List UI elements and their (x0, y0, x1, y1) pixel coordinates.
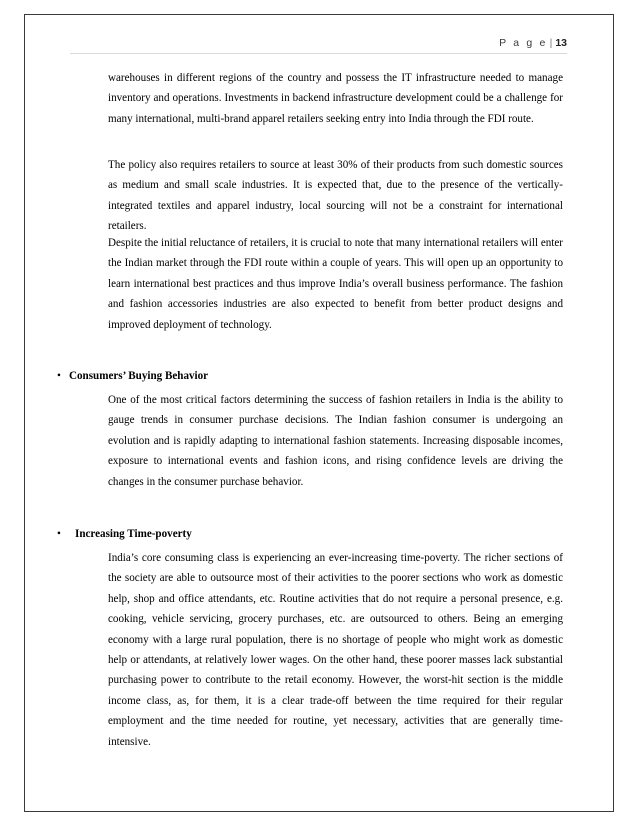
section-heading-time-poverty: Increasing Time-poverty (75, 528, 192, 540)
page-label: P a g e (499, 37, 548, 49)
page-header (70, 37, 567, 54)
page-number: 13 (555, 37, 567, 49)
bullet-icon: • (57, 528, 61, 540)
paragraph-warehouses: warehouses in different regions of the country and possess the IT infrastructure needed to manage inventory and operations. Investments in backend infrastructure development could be a challenge for many international, multi-brand apparel retailers seeking entry into India through the FDI route. (108, 72, 563, 125)
paragraph-sourcing-policy: The policy also requires retailers to source at least 30% of their products from such domestic sources as medium and small scale industries. It is expected that, due to the presence of the vertically-integrated textiles and apparel industry, local sourcing will not be a constraint for international retailers. (108, 159, 563, 233)
paragraph-initial-reluctance: Despite the initial reluctance of retailers, it is crucial to note that many international retailers will enter the Indian market through the FDI route within a couple of years. This will open up an opportunity to learn international best practices and thus improve India’s overall business performance. The fashion and fashion accessories industries are also expected to benefit from better product designs and improved deployment of technology. (108, 237, 563, 331)
section-heading-buying-behavior: Consumers’ Buying Behavior (69, 370, 209, 382)
paragraph-time-poverty: India’s core consuming class is experiencing an ever-increasing time-poverty. The richer sections of the society are able to outsource most of their activities to the poorer sections who work as domestic help, shop and office attendants, etc. Routine activities that do not require a personal presence, e.g. cooking, vehicle servicing, grocery purchases, etc. are outsourced to others. Being an emerging economy with a large rural population, there is no shortage of people who might work as domestic help or attendants, at relatively lower wages. On the other hand, these poorer masses lack substantial purchasing power to contribute to the retail economy. However, the worst-hit section is the middle income class, as, for them, it is a clear trade-off between the time required for their regular employment and the time needed for routine, yet necessary, activities that are generally time-intensive. (108, 552, 563, 748)
paragraph-buying-behavior: One of the most critical factors determining the success of fashion retailers in India is the ability to gauge trends in consumer purchase decisions. The Indian fashion consumer is undergoing an evolution and is rapidly adapting to international fashion statements. Increasing disposable incomes, exposure to international events and fashion icons, and rising confidence levels are driving the changes in the consumer purchase behavior. (108, 394, 563, 488)
page-separator: | (549, 37, 553, 49)
bullet-icon: • (57, 370, 61, 382)
